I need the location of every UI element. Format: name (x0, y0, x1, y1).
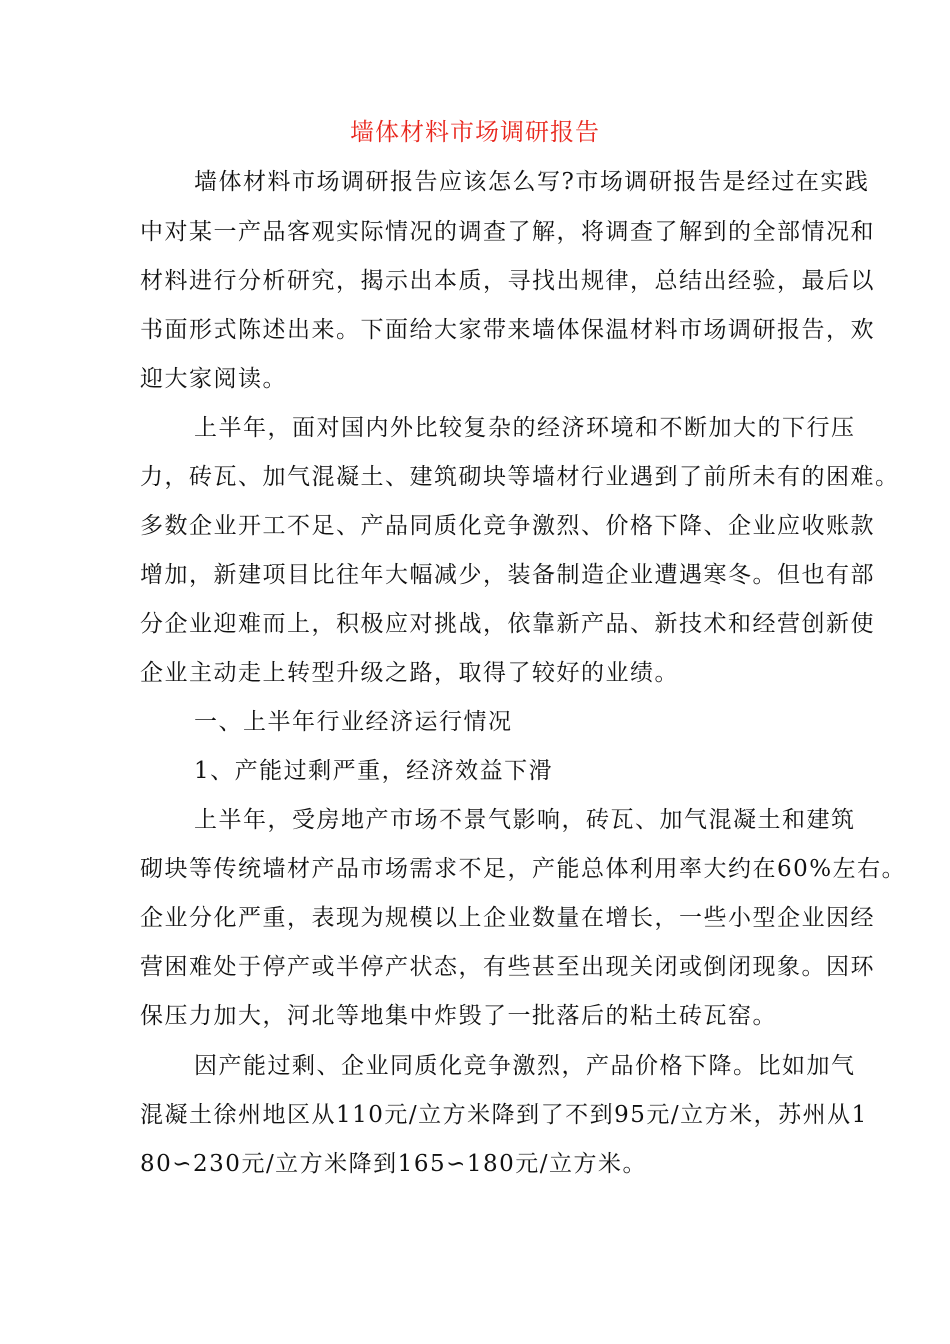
text-line: 因产能过剩、企业同质化竞争激烈，产品价格下降。比如加气 (194, 1053, 856, 1079)
text-line: 保压力加大，河北等地集中炸毁了一批落后的粘土砖瓦窑。 (140, 1003, 777, 1029)
text-line: 混凝土徐州地区从110元/立方米降到了不到95元/立方米，苏州从1 (140, 1102, 868, 1128)
text-line: 中对某一产品客观实际情况的调查了解，将调查了解到的全部情况和 (140, 219, 875, 245)
text-line: 企业分化严重，表现为规模以上企业数量在增长，一些小型企业因经 (140, 905, 875, 931)
text-line: 上半年，面对国内外比较复杂的经济环境和不断加大的下行压 (194, 415, 856, 441)
text-line: 墙体材料市场调研报告应该怎么写?市场调研报告是经过在实践 (194, 169, 870, 195)
text-line: 材料进行分析研究，揭示出本质，寻找出规律，总结出经验，最后以 (140, 268, 875, 294)
text-line: 迎大家阅读。 (140, 366, 287, 392)
text-line: 上半年，受房地产市场不景气影响，砖瓦、加气混凝土和建筑 (194, 807, 856, 833)
text-line: 分企业迎难而上，积极应对挑战，依靠新产品、新技术和经营创新使 (140, 611, 875, 637)
document-title: 墙体材料市场调研报告 (350, 118, 600, 146)
text-line: 企业主动走上转型升级之路，取得了较好的业绩。 (140, 660, 679, 686)
text-line: 砌块等传统墙材产品市场需求不足，产能总体利用率大约在60%左右。 (140, 856, 907, 882)
subsection-heading: 1、产能过剩严重，经济效益下滑 (194, 758, 554, 784)
text-line: 力，砖瓦、加气混凝土、建筑砌块等墙材行业遇到了前所未有的困难。 (140, 464, 900, 490)
text-line: 多数企业开工不足、产品同质化竞争激烈、价格下降、企业应收账款 (140, 513, 875, 539)
text-line: 增加，新建项目比往年大幅减少，装备制造企业遭遇寒冬。但也有部 (140, 562, 875, 588)
text-line: 80∽230元/立方米降到165∽180元/立方米。 (140, 1151, 648, 1177)
text-line: 营困难处于停产或半停产状态，有些甚至出现关闭或倒闭现象。因环 (140, 954, 875, 980)
section-heading: 一、上半年行业经济运行情况 (194, 709, 513, 735)
text-line: 书面形式陈述出来。下面给大家带来墙体保温材料市场调研报告，欢 (140, 317, 875, 343)
